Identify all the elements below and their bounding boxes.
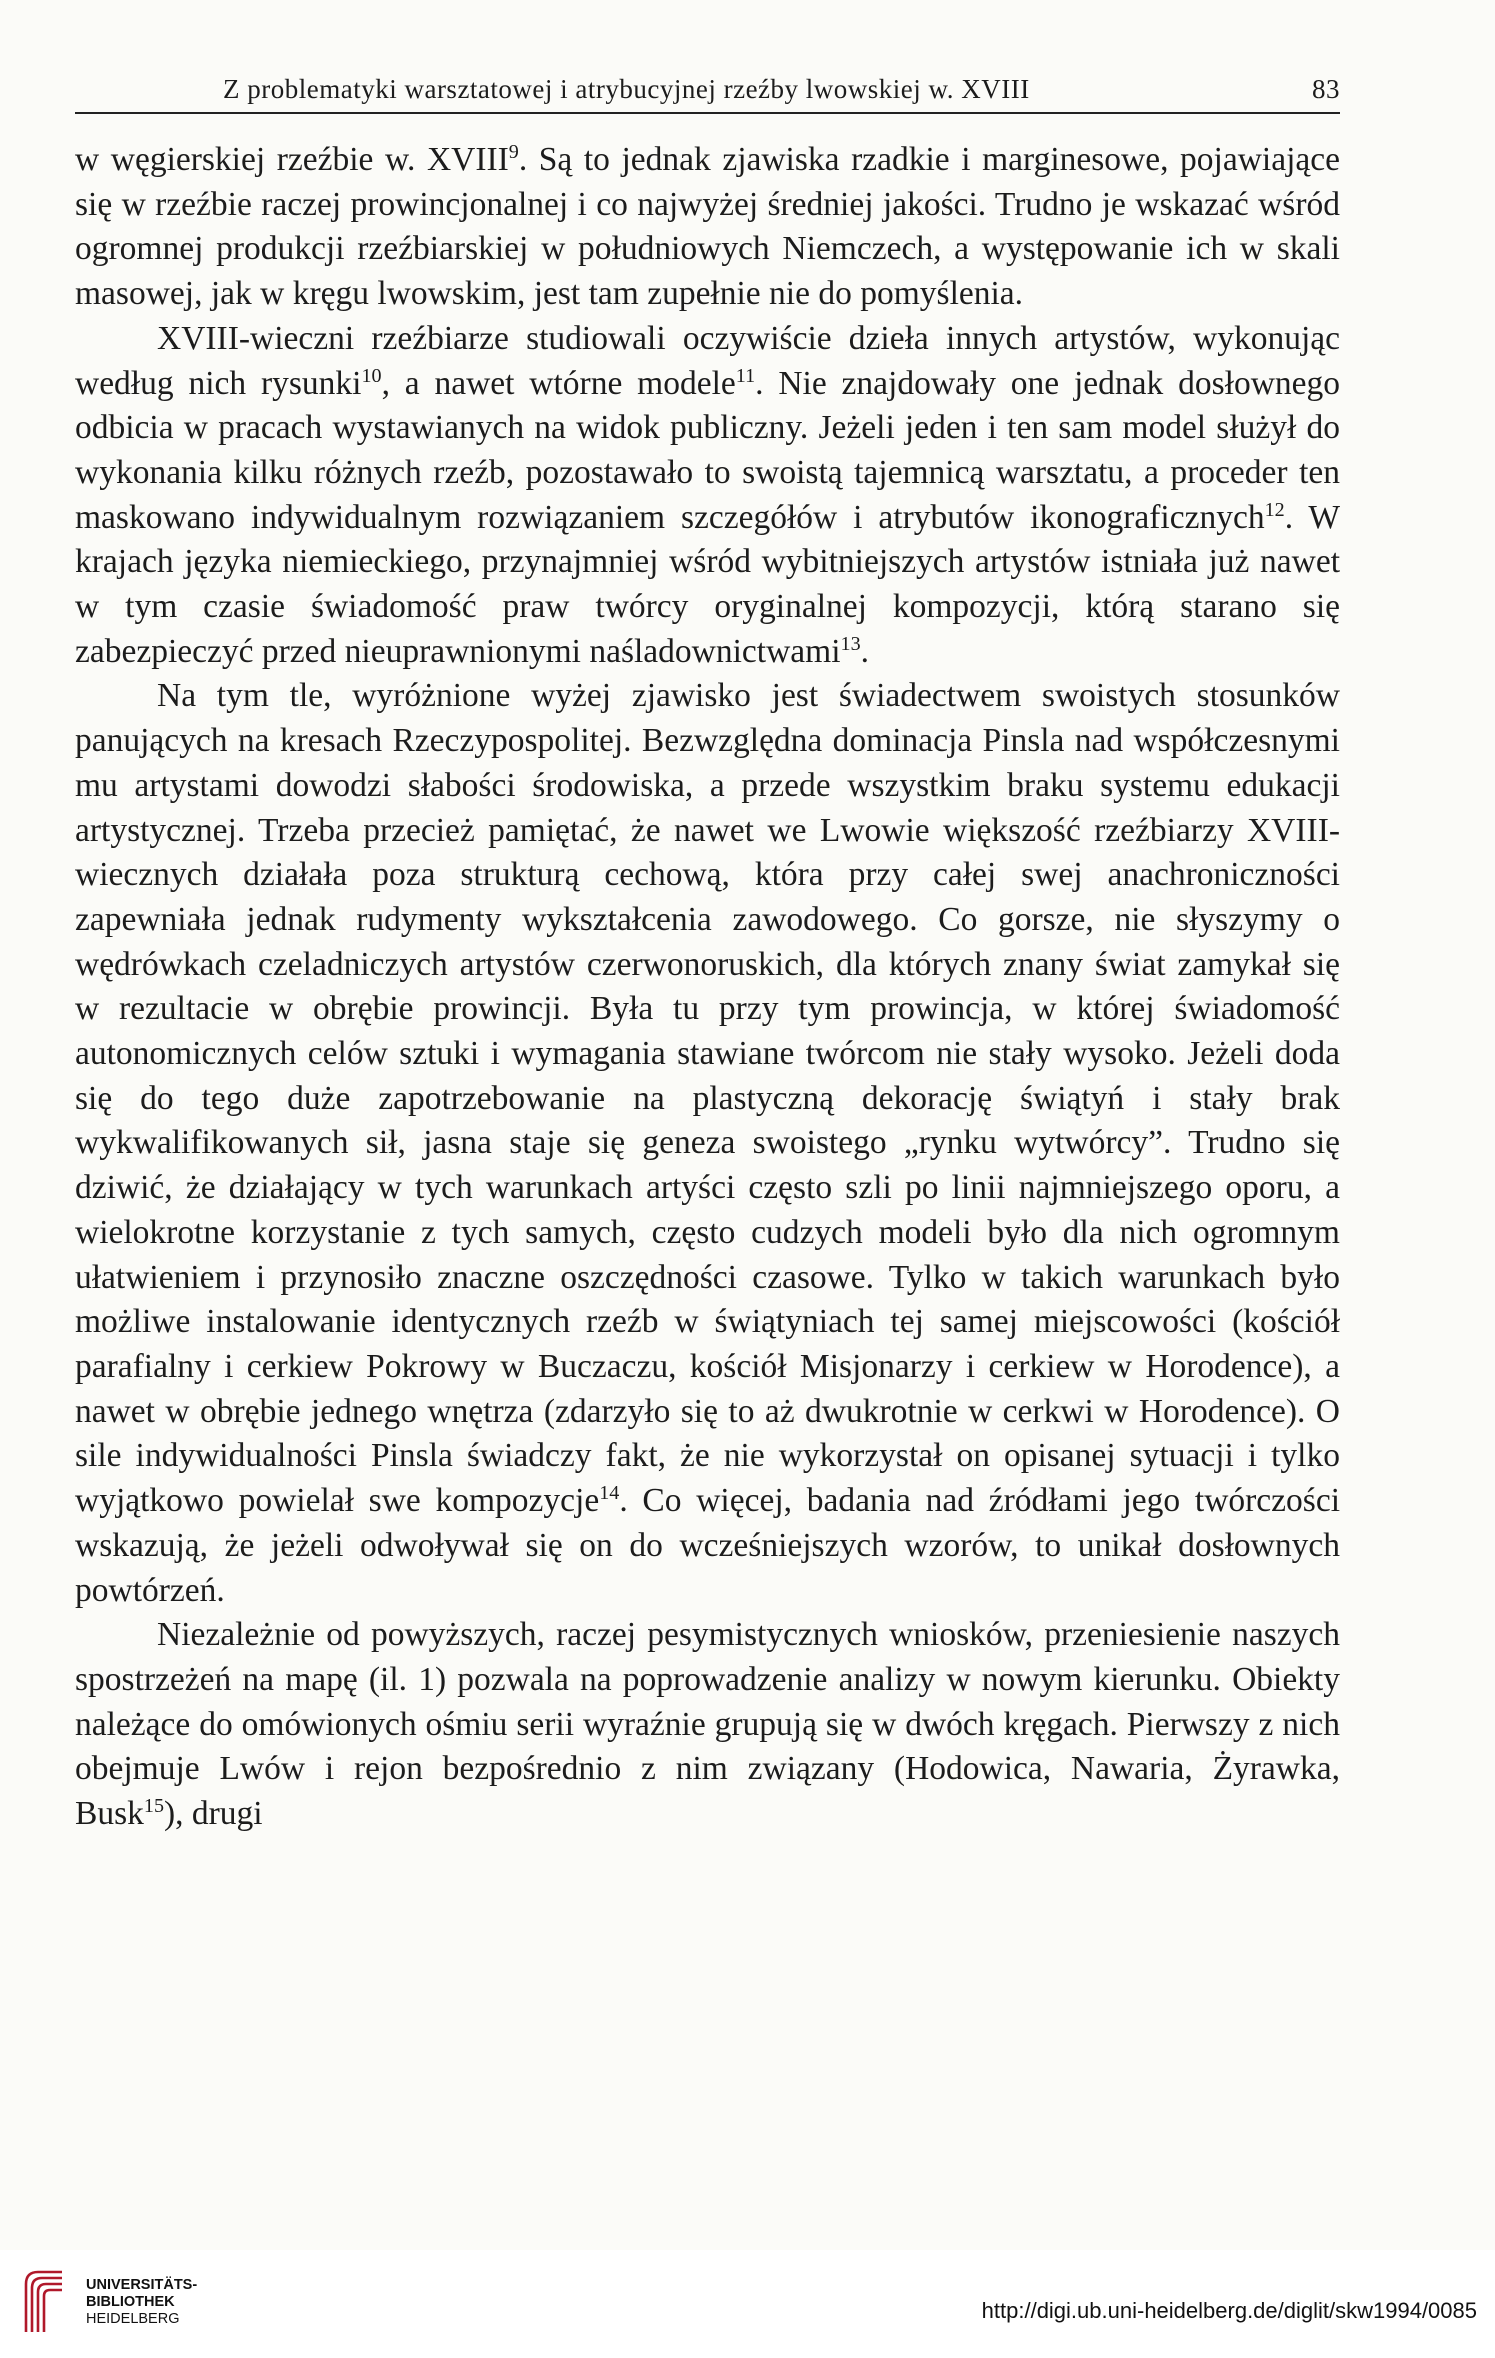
text-run: . Nie znajdowały one jednak dosłownego odbicia w pracach wystawianych na widok publiczny. Jeżeli jeden i ten sam model służył do wykonania kilku różnych rzeźb, pozostawało to swoistą tajemnicą warsztatu, a proceder ten maskowano indywidualnym rozwiązaniem szczegółów i atrybutów ikonograficznych <box>75 364 1341 536</box>
text-run: ), drugi <box>163 1795 263 1833</box>
page-number: 83 <box>1312 74 1340 104</box>
footnote-ref[interactable]: 9 <box>508 140 519 163</box>
running-head-title: Z problematyki warsztatowej i atrybucyjnej rzeźby lwowskiej w. XVIII <box>223 74 1030 104</box>
text-run: XVIII-wieczni rzeźbiarze studiowali oczywiście dzieła innych artystów, wykonując według nich rysunki <box>75 319 1340 402</box>
text-run: Niezależnie od powyższych, raczej pesymistycznych wniosków, przeniesienie naszych spostrzeżeń na mapę (il. 1) pozwala na poprowadzenie analizy w nowym kierunku. Obiekty należące do omówionych ośmiu serii wyraźnie grupują się w dwóch kręgach. Pierwszy z nich obejmuje Lwów i rejon bezpośrednio z nim związany (Hodowica, Nawaria, Żyrawka, Busk <box>75 1616 1340 1833</box>
text-run: , a nawet wtórne modele <box>381 364 736 402</box>
text-run: . W krajach języka niemieckiego, przynajmniej wśród wybitniejszych artystów istniała już nawet w tym czasie świadomość praw twórcy oryginalnej kompozycji, którą starano się zabezpieczyć przed nieuprawnionymi naśladownictwami <box>75 498 1341 670</box>
text-run: w węgierskiej rzeźbie w. XVIII <box>75 141 509 178</box>
library-name <box>86 2277 197 2328</box>
running-head <box>75 72 1340 114</box>
library-line-1: UNIVERSITÄTS- <box>86 2277 198 2293</box>
library-line-3: HEIDELBERG <box>86 2311 180 2327</box>
text-run: Na tym tle, wyróżnione wyżej zjawisko jest świadectwem swoistych stosunków panujących na kresach Rzeczypospolitej. Bezwzględna dominacja Pinsla nad współczesnymi mu artystami dowodzi słabości środowiska, a przede wszystkim braku systemu edukacji artystycznej. Trzeba przecież pamiętać, że nawet we Lwowie większość rzeźbiarzy XVIII-wiecznych działała poza strukturą cechową, która przy całej swej anachroniczności zapewniała jednak rudymenty wykształcenia zawodowego. Co gorsze, nie słyszymy o wędrówkach czeladniczych artystów czerwonoruskich, dla których znany świat zamykał się w rezultacie w obrębie prowincji. Była tu przy tym prowincja, w której świadomość autonomicznych celów sztuki i wymagania stawiane twórcom nie stały wysoko. Jeżeli doda się do tego duże zapotrzebowanie na plastyczną dekorację świątyń i stały brak wykwalifikowanych sił, jasna staje się geneza swoistego „rynku wytwórcy”. Trudno się dziwić, że działający w tych warunkach artyści często szli po linii najmniejszego oporu, a wielokrotne korzystanie z tych samych, często cudzych modeli było dla nich ogromnym ułatwieniem i przynosiło znaczne oszczędności czasowe. Tylko w takich warunkach było możliwe instalowanie identycznych rzeźb w świątyniach tej samej miejscowości (kościół parafialny i cerkiew Pokrowy w Buczaczu, kościół Misjonarzy i cerkiew w Horodence), a nawet w obrębie jednego wnętrza (zdarzyło się to aż dwukrotnie w cerkwi w Horodence). O sile indywidualności Pinsla świadczy fakt, że nie wykorzystał on opisanej sytuacji i tylko wyjątkowo powielał swe kompozycje <box>75 677 1340 1520</box>
text-run: . Co więcej, badania nad źródłami jego twórczości wskazują, że jeżeli odwoływał się on do wcześniejszych wzorów, to unikał dosłownych powtórzeń. <box>75 1482 1341 1609</box>
footnote-ref[interactable]: 11 <box>735 364 756 387</box>
permalink-url[interactable]: http://digi.ub.uni-heidelberg.de/diglit/skw1994/0085 <box>981 2298 1477 2323</box>
paragraph <box>75 674 1340 1613</box>
paragraph <box>75 138 1340 317</box>
footnote-ref[interactable]: 12 <box>1264 498 1285 521</box>
footnote-ref[interactable]: 10 <box>361 364 382 387</box>
footnote-ref[interactable]: 13 <box>840 632 861 655</box>
text-run: . <box>860 632 869 670</box>
library-line-2: BIBLIOTHEK <box>86 2294 175 2310</box>
footnote-ref[interactable]: 14 <box>599 1481 620 1504</box>
footnote-ref[interactable]: 15 <box>143 1794 164 1817</box>
paragraph <box>75 317 1340 675</box>
ub-heidelberg-logo-icon <box>16 2262 72 2342</box>
paragraph <box>75 1613 1340 1837</box>
body-text <box>75 138 1340 1837</box>
text-run: . Są to jednak zjawiska rzadkie i marginesowe, pojawiające się w rzeźbie raczej prowincjonalnej i co najwyżej średniej jakości. Trudno je wskazać wśród ogromnej produkcji rzeźbiarskiej w południowych Niemczech, a występowanie ich w skali masowej, jak w kręgu lwowskim, jest tam zupełnie nie do pomyślenia. <box>75 141 1340 313</box>
